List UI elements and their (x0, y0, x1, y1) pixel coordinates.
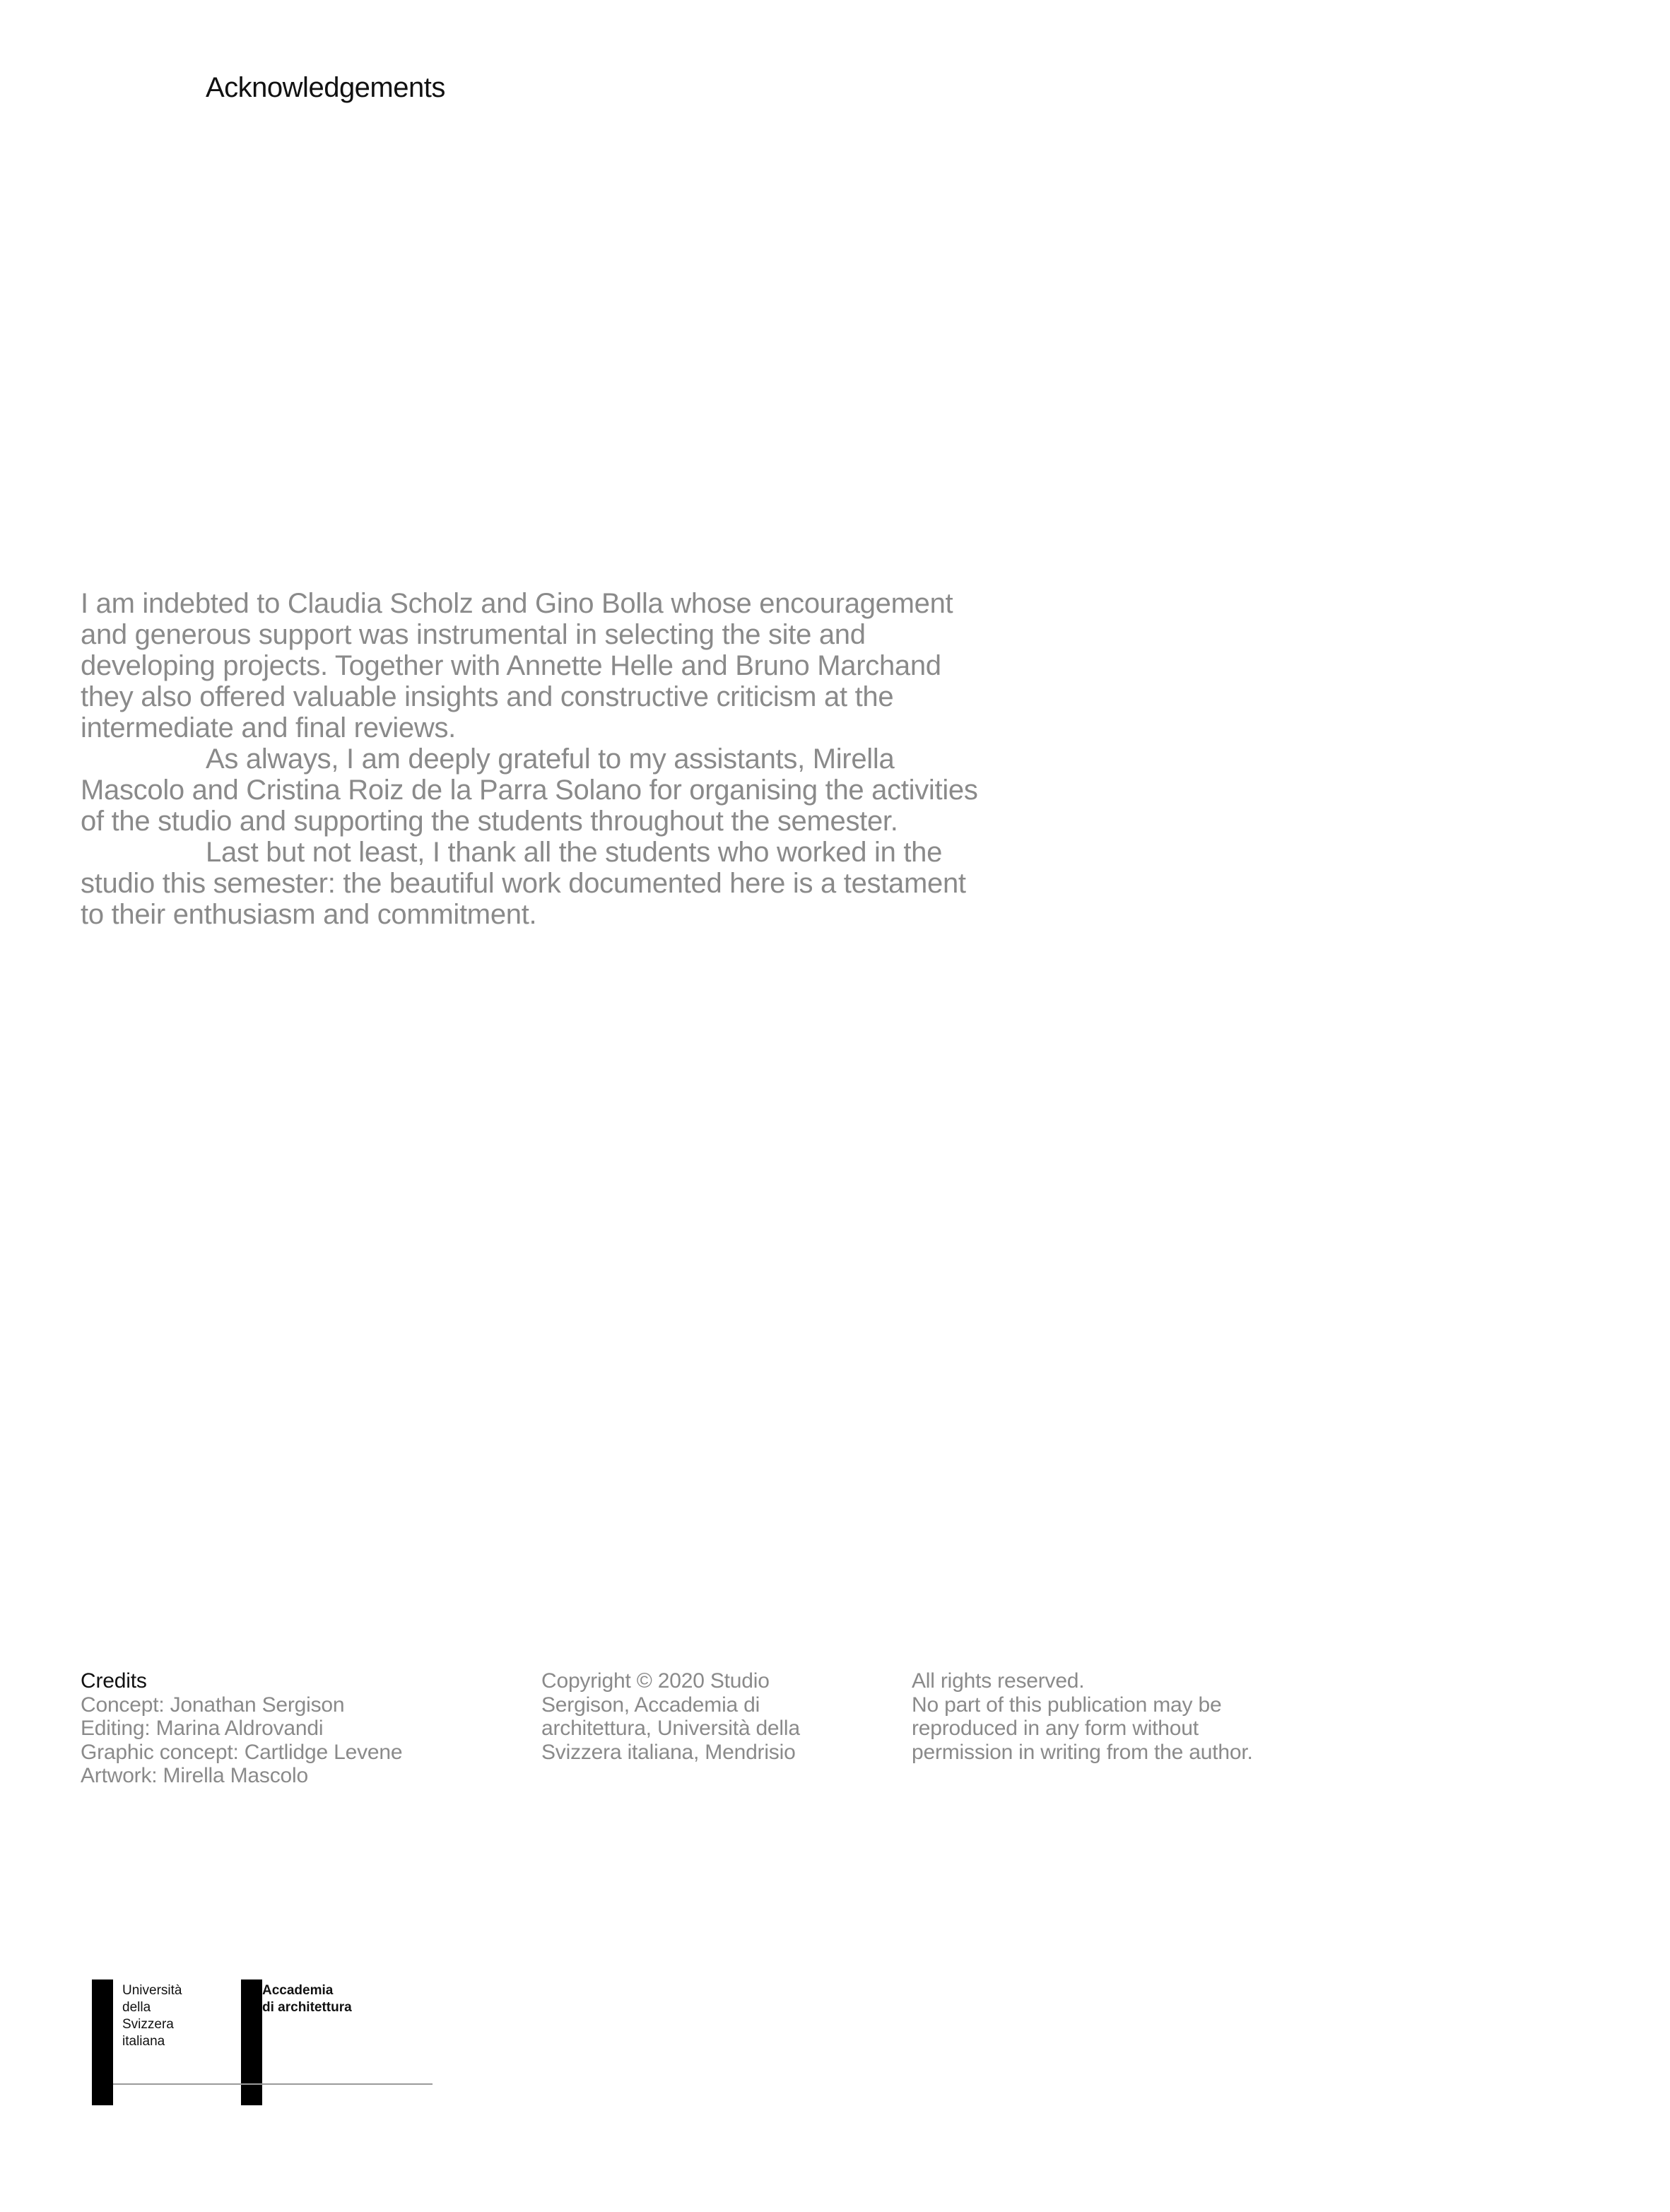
rights-line: permission in writing from the author. (912, 1740, 1253, 1764)
copyright-column (541, 1669, 800, 1764)
usi-logo-line: Svizzera (122, 2017, 174, 2032)
usi-logo-line: Università (122, 1983, 182, 1998)
body-line: developing projects. Together with Annette Helle and Bruno Marchand (81, 650, 941, 681)
usi-logo-bar (92, 1979, 113, 2105)
logo-rule (113, 2083, 433, 2085)
acknowledgements-body (81, 588, 1028, 930)
credits-line: Editing: Marina Aldrovandi (81, 1717, 324, 1740)
body-line: they also offered valuable insights and constructive criticism at the (81, 681, 894, 712)
credits-line: Graphic concept: Cartlidge Levene (81, 1740, 403, 1764)
copyright-line: architettura, Università della (541, 1717, 800, 1740)
credits-line: Concept: Jonathan Sergison (81, 1693, 345, 1717)
body-line: I am indebted to Claudia Scholz and Gino Bolla whose encouragement (81, 588, 953, 619)
accademia-logo-text (262, 1982, 352, 2016)
copyright-line: Svizzera italiana, Mendrisio (541, 1740, 796, 1764)
credits-line: Artwork: Mirella Mascolo (81, 1764, 308, 1787)
page-title: Acknowledgements (206, 72, 445, 103)
body-line-indented: As always, I am deeply grateful to my assistants, Mirella (206, 743, 895, 775)
copyright-line: Copyright © 2020 Studio (541, 1669, 770, 1693)
institution-logo (92, 1979, 433, 2105)
rights-line: reproduced in any form without (912, 1717, 1199, 1740)
body-line: intermediate and final reviews. (81, 712, 456, 743)
credits-heading: Credits (81, 1669, 147, 1693)
usi-logo-line: della (122, 2000, 151, 2015)
accademia-logo-line: di architettura (262, 2000, 352, 2015)
rights-column (912, 1669, 1253, 1764)
rights-line: No part of this publication may be (912, 1693, 1222, 1717)
accademia-logo-line: Accademia (262, 1983, 334, 1998)
body-line: Mascolo and Cristina Roiz de la Parra Solano for organising the activities (81, 775, 978, 806)
body-line: studio this semester: the beautiful work documented here is a testament (81, 868, 966, 899)
accademia-logo-bar (241, 1979, 262, 2105)
rights-line: All rights reserved. (912, 1669, 1085, 1693)
usi-logo-line: italiana (122, 2034, 165, 2049)
body-line: of the studio and supporting the students throughout the semester. (81, 806, 898, 837)
body-line: to their enthusiasm and commitment. (81, 899, 537, 930)
body-line-indented: Last but not least, I thank all the students who worked in the (206, 837, 943, 868)
usi-logo-text (122, 1982, 182, 2050)
copyright-line: Sergison, Accademia di (541, 1693, 760, 1717)
credits-column (81, 1669, 402, 1788)
body-line: and generous support was instrumental in selecting the site and (81, 619, 866, 650)
